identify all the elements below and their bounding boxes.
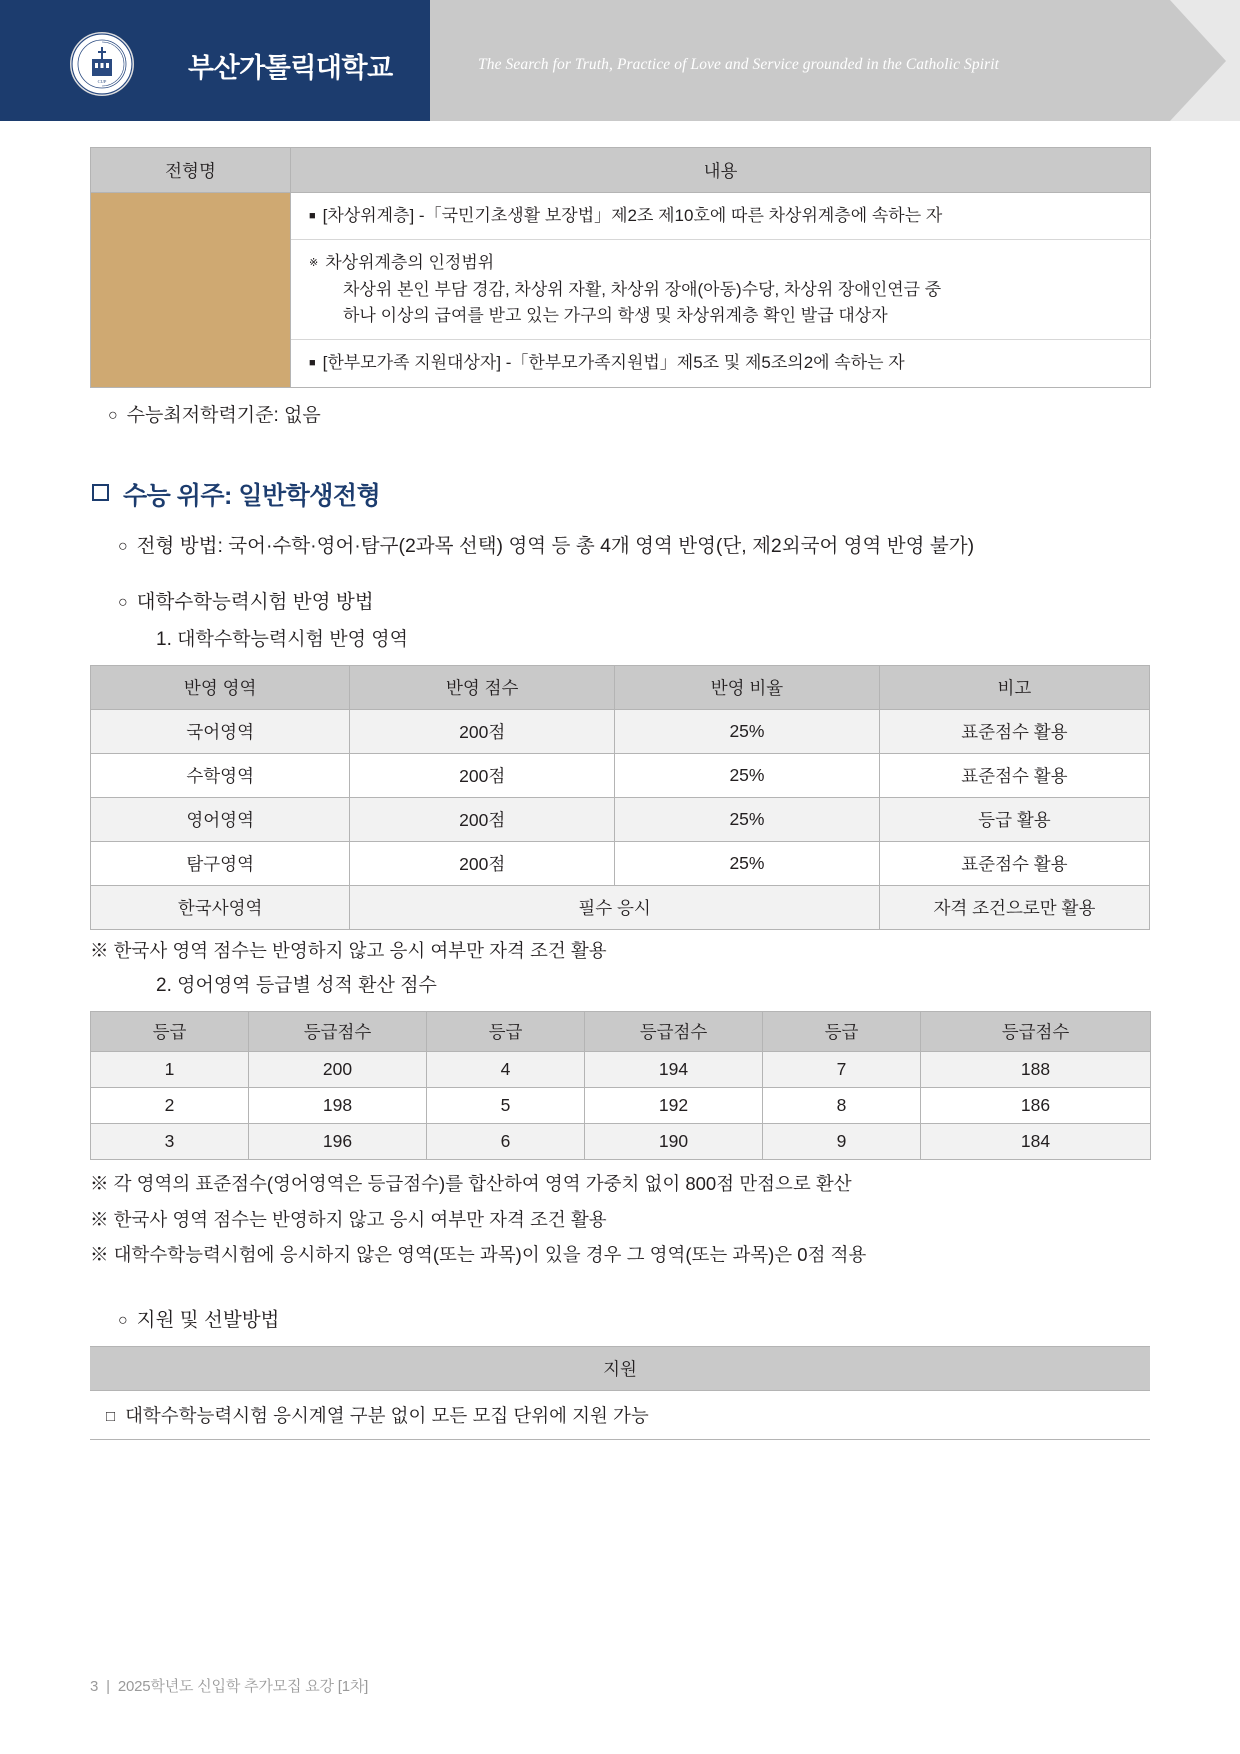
col-header-score: 반영 점수 bbox=[350, 666, 615, 710]
cell-ratio: 25% bbox=[615, 842, 880, 886]
reference-mark-icon: ※ bbox=[309, 257, 319, 270]
cell-area: 수학영역 bbox=[91, 754, 350, 798]
cell-grade: 5 bbox=[427, 1087, 585, 1123]
svg-text:CUP: CUP bbox=[97, 79, 107, 84]
note-1: ※ 각 영역의 표준점수(영어영역은 등급점수)를 합산하여 영역 가중치 없이 800점 만점으로 환산 bbox=[90, 1172, 852, 1194]
cell-area: 영어영역 bbox=[91, 798, 350, 842]
table-row bbox=[91, 754, 1150, 798]
col-header-type: 전형명 bbox=[91, 148, 291, 193]
support-title-line bbox=[118, 1304, 1150, 1332]
cell-grade-score: 200 bbox=[249, 1051, 427, 1087]
circle-bullet-icon: ○ bbox=[118, 1311, 128, 1329]
minimum-standard-line bbox=[108, 402, 1150, 431]
footer-separator: | bbox=[106, 1678, 110, 1695]
cell-grade: 7 bbox=[763, 1051, 921, 1087]
cell-history-required: 필수 응시 bbox=[350, 886, 880, 930]
content-text-2-sub2: 하나 이상의 급여를 받고 있는 가구의 학생 및 차상위계층 확인 발급 대상자 bbox=[343, 306, 888, 326]
table-row bbox=[90, 1390, 1150, 1439]
page-body bbox=[0, 147, 1240, 1440]
cell-remark: 표준점수 활용 bbox=[879, 842, 1149, 886]
page-footer bbox=[90, 1675, 368, 1696]
cell-area: 탐구영역 bbox=[91, 842, 350, 886]
cell-grade-score: 190 bbox=[585, 1123, 763, 1159]
admission-method-text: 전형 방법: 국어·수학·영어·탐구(2과목 선택) 영역 등 총 4개 영역 반영(단, 제2외국어 영역 반영 불가) bbox=[136, 535, 975, 558]
cell-grade: 2 bbox=[91, 1087, 249, 1123]
csat-sub1-line: 1. 대학수학능력시험 반영 영역 bbox=[156, 629, 408, 651]
cell-ratio: 25% bbox=[615, 754, 880, 798]
cell-grade: 6 bbox=[427, 1123, 585, 1159]
table-row bbox=[91, 1051, 1151, 1087]
table-row bbox=[91, 842, 1150, 886]
csat-method-line bbox=[118, 586, 1150, 614]
minimum-standard-text: 수능최저학력기준: 없음 bbox=[126, 404, 321, 426]
cell-grade: 9 bbox=[763, 1123, 921, 1159]
cell-score: 200점 bbox=[350, 710, 615, 754]
page-header bbox=[0, 0, 1240, 121]
open-square-bullet-icon: □ bbox=[106, 1407, 116, 1425]
circle-bullet-icon: ○ bbox=[118, 538, 128, 556]
csat-method-text: 대학수학능력시험 반영 방법 bbox=[136, 591, 374, 614]
content-cell-2 bbox=[291, 240, 1151, 340]
table-row bbox=[91, 193, 1151, 240]
cell-score: 200점 bbox=[350, 798, 615, 842]
cell-grade: 4 bbox=[427, 1051, 585, 1087]
university-tagline: The Search for Truth, Practice of Love and Service grounded in the Catholic Spirit bbox=[478, 56, 1000, 73]
table-row bbox=[91, 1087, 1151, 1123]
content-cell-1 bbox=[291, 193, 1151, 240]
col-header-gradescore-3: 등급점수 bbox=[921, 1011, 1151, 1051]
footer-text: 2025학년도 신입학 추가모집 요강 [1차] bbox=[117, 1678, 369, 1695]
cell-area: 국어영역 bbox=[91, 710, 350, 754]
footer-page-number: 3 bbox=[90, 1678, 99, 1695]
support-row-cell bbox=[90, 1390, 1150, 1439]
cell-grade-score: 194 bbox=[585, 1051, 763, 1087]
content-text-3: [한부모가족 지원대상자] -「한부모가족지원법」제5조 및 제5조의2에 속하는 자 bbox=[322, 353, 905, 373]
table-row bbox=[91, 886, 1150, 930]
csat-sub2-line: 2. 영어영역 등급별 성적 환산 점수 bbox=[156, 974, 437, 996]
admission-type-table bbox=[90, 147, 1151, 388]
cell-grade-score: 196 bbox=[249, 1123, 427, 1159]
content-text-2-sub1: 차상위 본인 부담 경감, 차상위 자활, 차상위 장애(아동)수당, 차상위 장애인연금 중 bbox=[343, 279, 942, 299]
circle-bullet-icon: ○ bbox=[118, 594, 128, 612]
table-row bbox=[91, 798, 1150, 842]
col-header-content: 내용 bbox=[291, 148, 1151, 193]
col-header-remark: 비고 bbox=[879, 666, 1149, 710]
content-text-2: 차상위계층의 인정범위 bbox=[325, 253, 495, 273]
note-3: ※ 대학수학능력시험에 응시하지 않은 영역(또는 과목)이 있을 경우 그 영역(또는 과목)은 0점 적용 bbox=[90, 1244, 867, 1266]
col-header-gradescore-2: 등급점수 bbox=[585, 1011, 763, 1051]
cell-grade-score: 188 bbox=[921, 1051, 1151, 1087]
cell-grade-score: 186 bbox=[921, 1087, 1151, 1123]
admission-method-line bbox=[118, 530, 1150, 558]
table-header-row bbox=[90, 1346, 1150, 1390]
cell-area-history: 한국사영역 bbox=[91, 886, 350, 930]
col-header-gradescore-1: 등급점수 bbox=[249, 1011, 427, 1051]
type-name-cell bbox=[91, 193, 291, 388]
content-cell-3 bbox=[291, 340, 1151, 387]
cell-remark: 등급 활용 bbox=[879, 798, 1149, 842]
col-header-area: 반영 영역 bbox=[91, 666, 350, 710]
content-text-1: [차상위계층] -「국민기초생활 보장법」제2조 제10호에 따른 차상위계층에 속하는 자 bbox=[322, 206, 943, 225]
support-table bbox=[90, 1346, 1150, 1440]
circle-bullet-icon: ○ bbox=[108, 406, 118, 424]
cell-grade-score: 198 bbox=[249, 1087, 427, 1123]
cell-grade-score: 192 bbox=[585, 1087, 763, 1123]
cell-remark: 표준점수 활용 bbox=[879, 754, 1149, 798]
english-grade-table bbox=[90, 1011, 1151, 1160]
table-header-row bbox=[91, 666, 1150, 710]
square-bullet-icon: ■ bbox=[309, 357, 316, 370]
cell-ratio: 25% bbox=[615, 798, 880, 842]
table-header-row bbox=[91, 1011, 1151, 1051]
support-title-text: 지원 및 선발방법 bbox=[136, 1308, 280, 1331]
university-emblem-icon bbox=[70, 32, 134, 96]
col-header-ratio: 반영 비율 bbox=[615, 666, 880, 710]
col-header-grade-1: 등급 bbox=[91, 1011, 249, 1051]
note-2: ※ 한국사 영역 점수는 반영하지 않고 응시 여부만 자격 조건 활용 bbox=[90, 1208, 607, 1230]
square-outline-icon bbox=[92, 484, 109, 501]
table-header-row bbox=[91, 148, 1151, 193]
col-header-grade-2: 등급 bbox=[427, 1011, 585, 1051]
cell-grade-score: 184 bbox=[921, 1123, 1151, 1159]
cell-grade: 1 bbox=[91, 1051, 249, 1087]
table-row bbox=[91, 710, 1150, 754]
support-row-text: 대학수학능력시험 응시계열 구분 없이 모든 모집 단위에 지원 가능 bbox=[125, 1404, 649, 1426]
csat-reflection-table bbox=[90, 665, 1150, 930]
note-after-csat: ※ 한국사 영역 점수는 반영하지 않고 응시 여부만 자격 조건 활용 bbox=[90, 940, 607, 962]
section-title-text: 수능 위주: 일반학생전형 bbox=[123, 482, 381, 511]
cell-grade: 3 bbox=[91, 1123, 249, 1159]
cell-score: 200점 bbox=[350, 842, 615, 886]
university-name: 부산가톨릭대학교 bbox=[188, 53, 393, 83]
table-row bbox=[91, 1123, 1151, 1159]
cell-score: 200점 bbox=[350, 754, 615, 798]
cell-grade: 8 bbox=[763, 1087, 921, 1123]
cell-history-remark: 자격 조건으로만 활용 bbox=[879, 886, 1149, 930]
cell-ratio: 25% bbox=[615, 710, 880, 754]
col-header-support: 지원 bbox=[90, 1346, 1150, 1390]
col-header-grade-3: 등급 bbox=[763, 1011, 921, 1051]
square-bullet-icon: ■ bbox=[309, 210, 316, 222]
cell-remark: 표준점수 활용 bbox=[879, 710, 1149, 754]
section-title bbox=[92, 476, 1150, 512]
